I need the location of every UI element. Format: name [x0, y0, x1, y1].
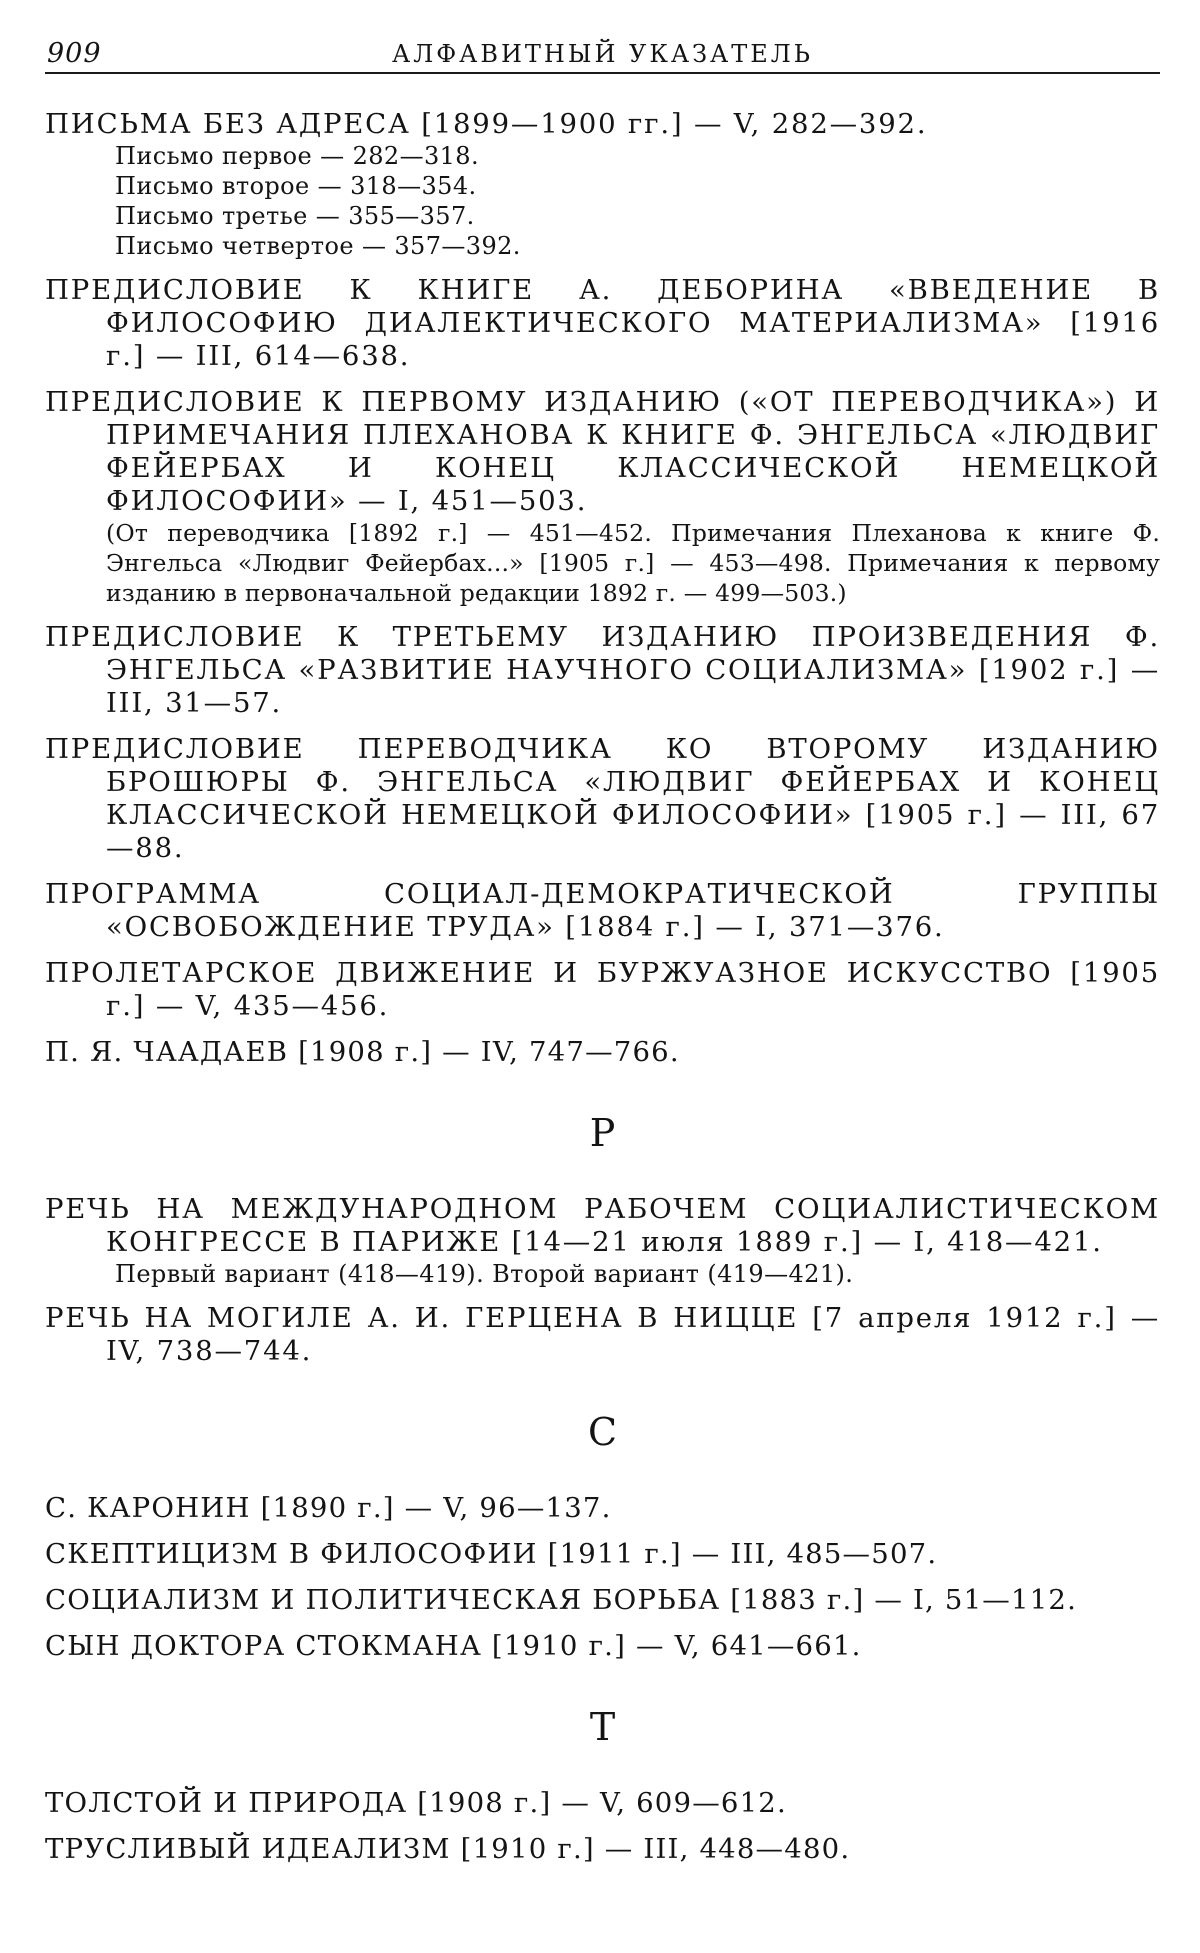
index-content	[45, 108, 1160, 1879]
entry-title: ПРЕДИСЛОВИЕ К ПЕРВОМУ ИЗДАНИЮ («ОТ ПЕРЕВОДЧИКА») И ПРИМЕЧАНИЯ ПЛЕХАНОВА К КНИГЕ Ф. ЭНГЕЛЬСА «ЛЮДВИГ ФЕЙЕРБАХ И КОНЕЦ КЛАССИЧЕСКОЙ НЕМЕЦКОЙ ФИЛОСОФИИ» — I, 451—503.	[45, 386, 1160, 517]
section-letter-r: Р	[589, 1111, 616, 1155]
sub-entry: Письмо четвертое — 357—392.	[115, 232, 521, 260]
entry-title: СОЦИАЛИЗМ И ПОЛИТИЧЕСКАЯ БОРЬБА [1883 г.] — I, 51—112.	[45, 1584, 1078, 1616]
index-entry	[45, 108, 1160, 261]
entry-title: РЕЧЬ НА МОГИЛЕ А. И. ГЕРЦЕНА В НИЦЦЕ [7 апреля 1912 г.] — IV, 738—744.	[45, 1302, 1160, 1367]
index-entry	[45, 1584, 1160, 1617]
index-entry	[45, 621, 1160, 720]
index-entry	[45, 1833, 1160, 1866]
section-letter-t: Т	[589, 1705, 616, 1749]
sub-entry: Письмо первое — 282—318.	[115, 142, 480, 170]
index-entry	[45, 1630, 1160, 1663]
entry-title: С. КАРОНИН [1890 г.] — V, 96—137.	[45, 1492, 612, 1524]
entry-title: П. Я. ЧААДАЕВ [1908 г.] — IV, 747—766.	[45, 1036, 680, 1068]
index-entry	[45, 1787, 1160, 1820]
entry-title: ПИСЬМА БЕЗ АДРЕСА [1899—1900 гг.] — V, 282—392.	[45, 108, 928, 140]
index-entry	[45, 1193, 1160, 1289]
entry-title: ТОЛСТОЙ И ПРИРОДА [1908 г.] — V, 609—612.	[45, 1787, 787, 1819]
entry-title: ПРЕДИСЛОВИЕ ПЕРЕВОДЧИКА КО ВТОРОМУ ИЗДАНИЮ БРОШЮРЫ Ф. ЭНГЕЛЬСА «ЛЮДВИГ ФЕЙЕРБАХ И КОНЕЦ КЛАССИЧЕСКОЙ НЕМЕЦКОЙ ФИЛОСОФИИ» [1905 г.] — III, 67—88.	[45, 733, 1160, 864]
entry-note: (От переводчика [1892 г.] — 451—452. Примечания Плеханова к книге Ф. Энгельса «Людвиг Фейербах...» [1905 г.] — 453—498. Примечания к первому изданию в первоначальной редакции 1892 г. — 499—503.)	[106, 519, 1160, 607]
entry-title: ПРЕДИСЛОВИЕ К КНИГЕ А. ДЕБОРИНА «ВВЕДЕНИЕ В ФИЛОСОФИЮ ДИАЛЕКТИЧЕСКОГО МАТЕРИАЛИЗМА» [1916 г.] — III, 614—638.	[45, 274, 1160, 372]
section-letter-s: С	[587, 1410, 618, 1454]
entry-title: ПРОГРАММА СОЦИАЛ-ДЕМОКРАТИЧЕСКОЙ ГРУППЫ «ОСВОБОЖДЕНИЕ ТРУДА» [1884 г.] — I, 371—376.	[45, 878, 1160, 943]
sub-entry-list	[45, 1259, 1160, 1289]
entry-title: СЫН ДОКТОРА СТОКМАНА [1910 г.] — V, 641—661.	[45, 1630, 862, 1662]
index-entry	[45, 386, 1160, 608]
index-entry	[45, 878, 1160, 944]
index-entry	[45, 1538, 1160, 1571]
running-header	[45, 30, 1160, 74]
index-entry	[45, 274, 1160, 373]
entry-title: РЕЧЬ НА МЕЖДУНАРОДНОМ РАБОЧЕМ СОЦИАЛИСТИЧЕСКОМ КОНГРЕССЕ В ПАРИЖЕ [14—21 июля 1889 г.] — I, 418—421.	[45, 1193, 1160, 1258]
entry-title: ТРУСЛИВЫЙ ИДЕАЛИЗМ [1910 г.] — III, 448—480.	[45, 1833, 851, 1865]
index-entry	[45, 733, 1160, 865]
sub-entry-list	[45, 141, 1160, 261]
index-entry	[45, 1492, 1160, 1525]
sub-entry: Письмо третье — 355—357.	[115, 202, 475, 230]
entry-title: ПРОЛЕТАРСКОЕ ДВИЖЕНИЕ И БУРЖУАЗНОЕ ИСКУССТВО [1905 г.] — V, 435—456.	[45, 957, 1160, 1022]
entry-title: СКЕПТИЦИЗМ В ФИЛОСОФИИ [1911 г.] — III, 485—507.	[45, 1538, 938, 1570]
running-title: АЛФАВИТНЫЙ УКАЗАТЕЛЬ	[392, 40, 813, 68]
entry-title: ПРЕДИСЛОВИЕ К ТРЕТЬЕМУ ИЗДАНИЮ ПРОИЗВЕДЕНИЯ Ф. ЭНГЕЛЬСА «РАЗВИТИЕ НАУЧНОГО СОЦИАЛИЗМА» [1902 г.] — III, 31—57.	[45, 621, 1160, 719]
entry-note: Первый вариант (418—419). Второй вариант (419—421).	[115, 1260, 854, 1288]
index-entry	[45, 1036, 1160, 1069]
sub-entry: Письмо второе — 318—354.	[115, 172, 477, 200]
index-entry	[45, 1302, 1160, 1368]
index-entry	[45, 957, 1160, 1023]
page-number: 909	[47, 38, 102, 69]
